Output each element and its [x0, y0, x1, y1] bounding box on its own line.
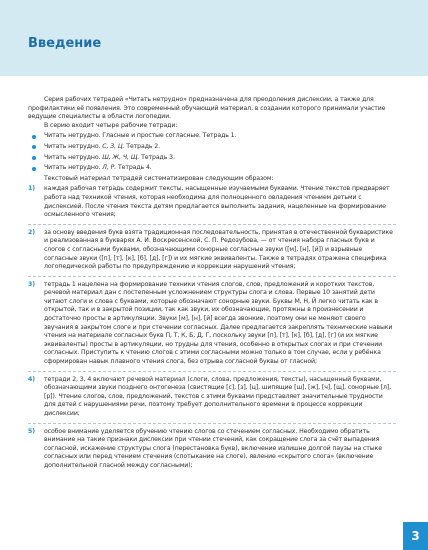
workbook-letters: Ш, Ж, Ч, Щ.	[102, 153, 140, 161]
bullet-dot-icon	[32, 167, 36, 171]
item-number: 3)	[28, 280, 35, 288]
item-number: 2)	[28, 228, 35, 236]
workbook-item	[28, 154, 396, 163]
bullet-dot-icon	[32, 145, 36, 149]
numbered-item	[28, 376, 396, 424]
item-text: за основу введения букв взята традиционная последовательность, принятая в отечественной букваристике и реализованная в букварях А. И. Воскресенской, С. П. Редозубова, — от чтения набора гласных букв и слогов с согласными буквами, обозначающими сонорные согласные звуки ([м], [н], [й]) и взрывные согласные звуки ([п], [т], [к], [б], [д], [г]) и их мягкие эквиваленты. Также в тетрадях отражена специфика логопедической работы по предупреждению и коррекции нарушений чтения;	[44, 228, 393, 271]
workbook-letters: Л, Р.	[102, 164, 117, 172]
workbook-item	[28, 164, 396, 173]
numbered-item	[28, 281, 396, 372]
workbook-prefix: Читать нетрудно. Гласные и простые согласные. Тетрадь 1.	[44, 132, 237, 140]
workbook-prefix: Читать нетрудно.	[44, 153, 103, 161]
workbook-prefix: Читать нетрудно.	[44, 164, 103, 172]
item-text: особое внимание уделяется обучению чтению слогов со стечением согласных. Необходимо обратить внимание на такие признаки дислексии при чтении стечений, как сокращение слога за счёт выпадения согласной, искажение структуры слога (перестановка букв), включение излишне долгой паузы на стыке согласных или перед чтением стечения (спотыкание на слоге), явление «скрытого слога» (включение дополнительной гласной между согласными);	[44, 427, 382, 469]
workbook-list	[28, 132, 396, 172]
workbook-prefix: Читать нетрудно.	[44, 142, 103, 150]
bullet-dot-icon	[32, 135, 36, 139]
numbered-item	[28, 229, 396, 277]
workbook-item	[28, 143, 396, 152]
workbook-letters: С, З, Ц.	[102, 142, 125, 150]
workbook-suffix: Тетрадь 4.	[116, 164, 152, 172]
item-number: 5)	[28, 427, 35, 435]
systematized-lead: Текстовый материал тетрадей систематизирован следующим образом:	[44, 174, 274, 182]
numbered-item	[28, 185, 396, 224]
page-title: Введение	[28, 36, 102, 51]
item-number: 4)	[28, 375, 35, 383]
numbered-list	[28, 185, 396, 474]
workbook-item	[28, 132, 396, 141]
numbered-item	[28, 428, 396, 475]
workbook-suffix: Тетрадь 3.	[139, 153, 175, 161]
header-band	[0, 0, 428, 76]
bullet-dot-icon	[32, 156, 36, 160]
item-text: тетради 2, 3, 4 включают речевой материал (слоги, слова, предложения, тексты), насыщенный буквами, обозначающими звуки позднего онтогенеза (свистящие [с], [з], [ц], шипящие [ш], [ж], [ч], [щ], сонорные [л], [р]). Чтение слогов, слов, предложений, текстов с этими буквами представляет значительные трудности для детей с нарушениями речи, поэтому требует дополнительного времени в процессе коррекции дислексии;	[44, 375, 391, 417]
item-number: 1)	[28, 185, 35, 193]
page-number: 3	[403, 522, 428, 550]
intro-paragraph: Серия рабочих тетрадей «Читать нетрудно» предназначена для преодоления дислексии, а также для профилактики её появления. Это современный обучающий материал, в создании которого принимали участие ведущие специалисты в области логопедии.	[28, 96, 386, 121]
page-content	[28, 96, 396, 479]
item-text: каждая рабочая тетрадь содержит тексты, насыщенные изучаемыми буквами. Чтение текстов предваряет работа над техникой чтения, которая необходима для полноценного овладения чтением детьми с дислексией. После чтения текста детям предлагается выполнить задания, нацеленные на формирование осмысленного чтения;	[44, 185, 390, 219]
item-text: тетрадь 1 нацелена на формирование техники чтения слогов, слов, предложений и коротких текстов, речевой материал дан с постепенным усложнением структуры слога и слова. Первые 10 занятий дети читают слоги и слова с буквами, которые обозначают сонорные звуки. Буквы М, Н, Й легко читать как в открытой, так и в закрытой позиции, так как звуки, их обозначающие, протяжны в произнесении и достаточно просты в артикуляции. Звуки [м], [н], [й] всегда звонкие, поэтому они не меняют своего звучания в закрытом слоге и при стечении согласных. Далее предлагается закреплять технические навыки чтения на материале согласных букв П, Т, К, Б, Д, Г, поскольку звуки [п], [т], [к], [б], [д], [г] (и их мягкие эквиваленты) просты в артикуляции, но трудны для чтения, особенно в открытых слогах и при стечении согласных. Приступить к чтению слогов с этими согласными можно только в том случае, если у ребёнка сформирован навык плавного чтения слога, без отрыва согласной буквы от гласной;	[44, 280, 393, 366]
workbook-suffix: Тетрадь 2.	[124, 142, 160, 150]
series-lead: В серию входит четыре рабочие тетради:	[44, 121, 178, 129]
